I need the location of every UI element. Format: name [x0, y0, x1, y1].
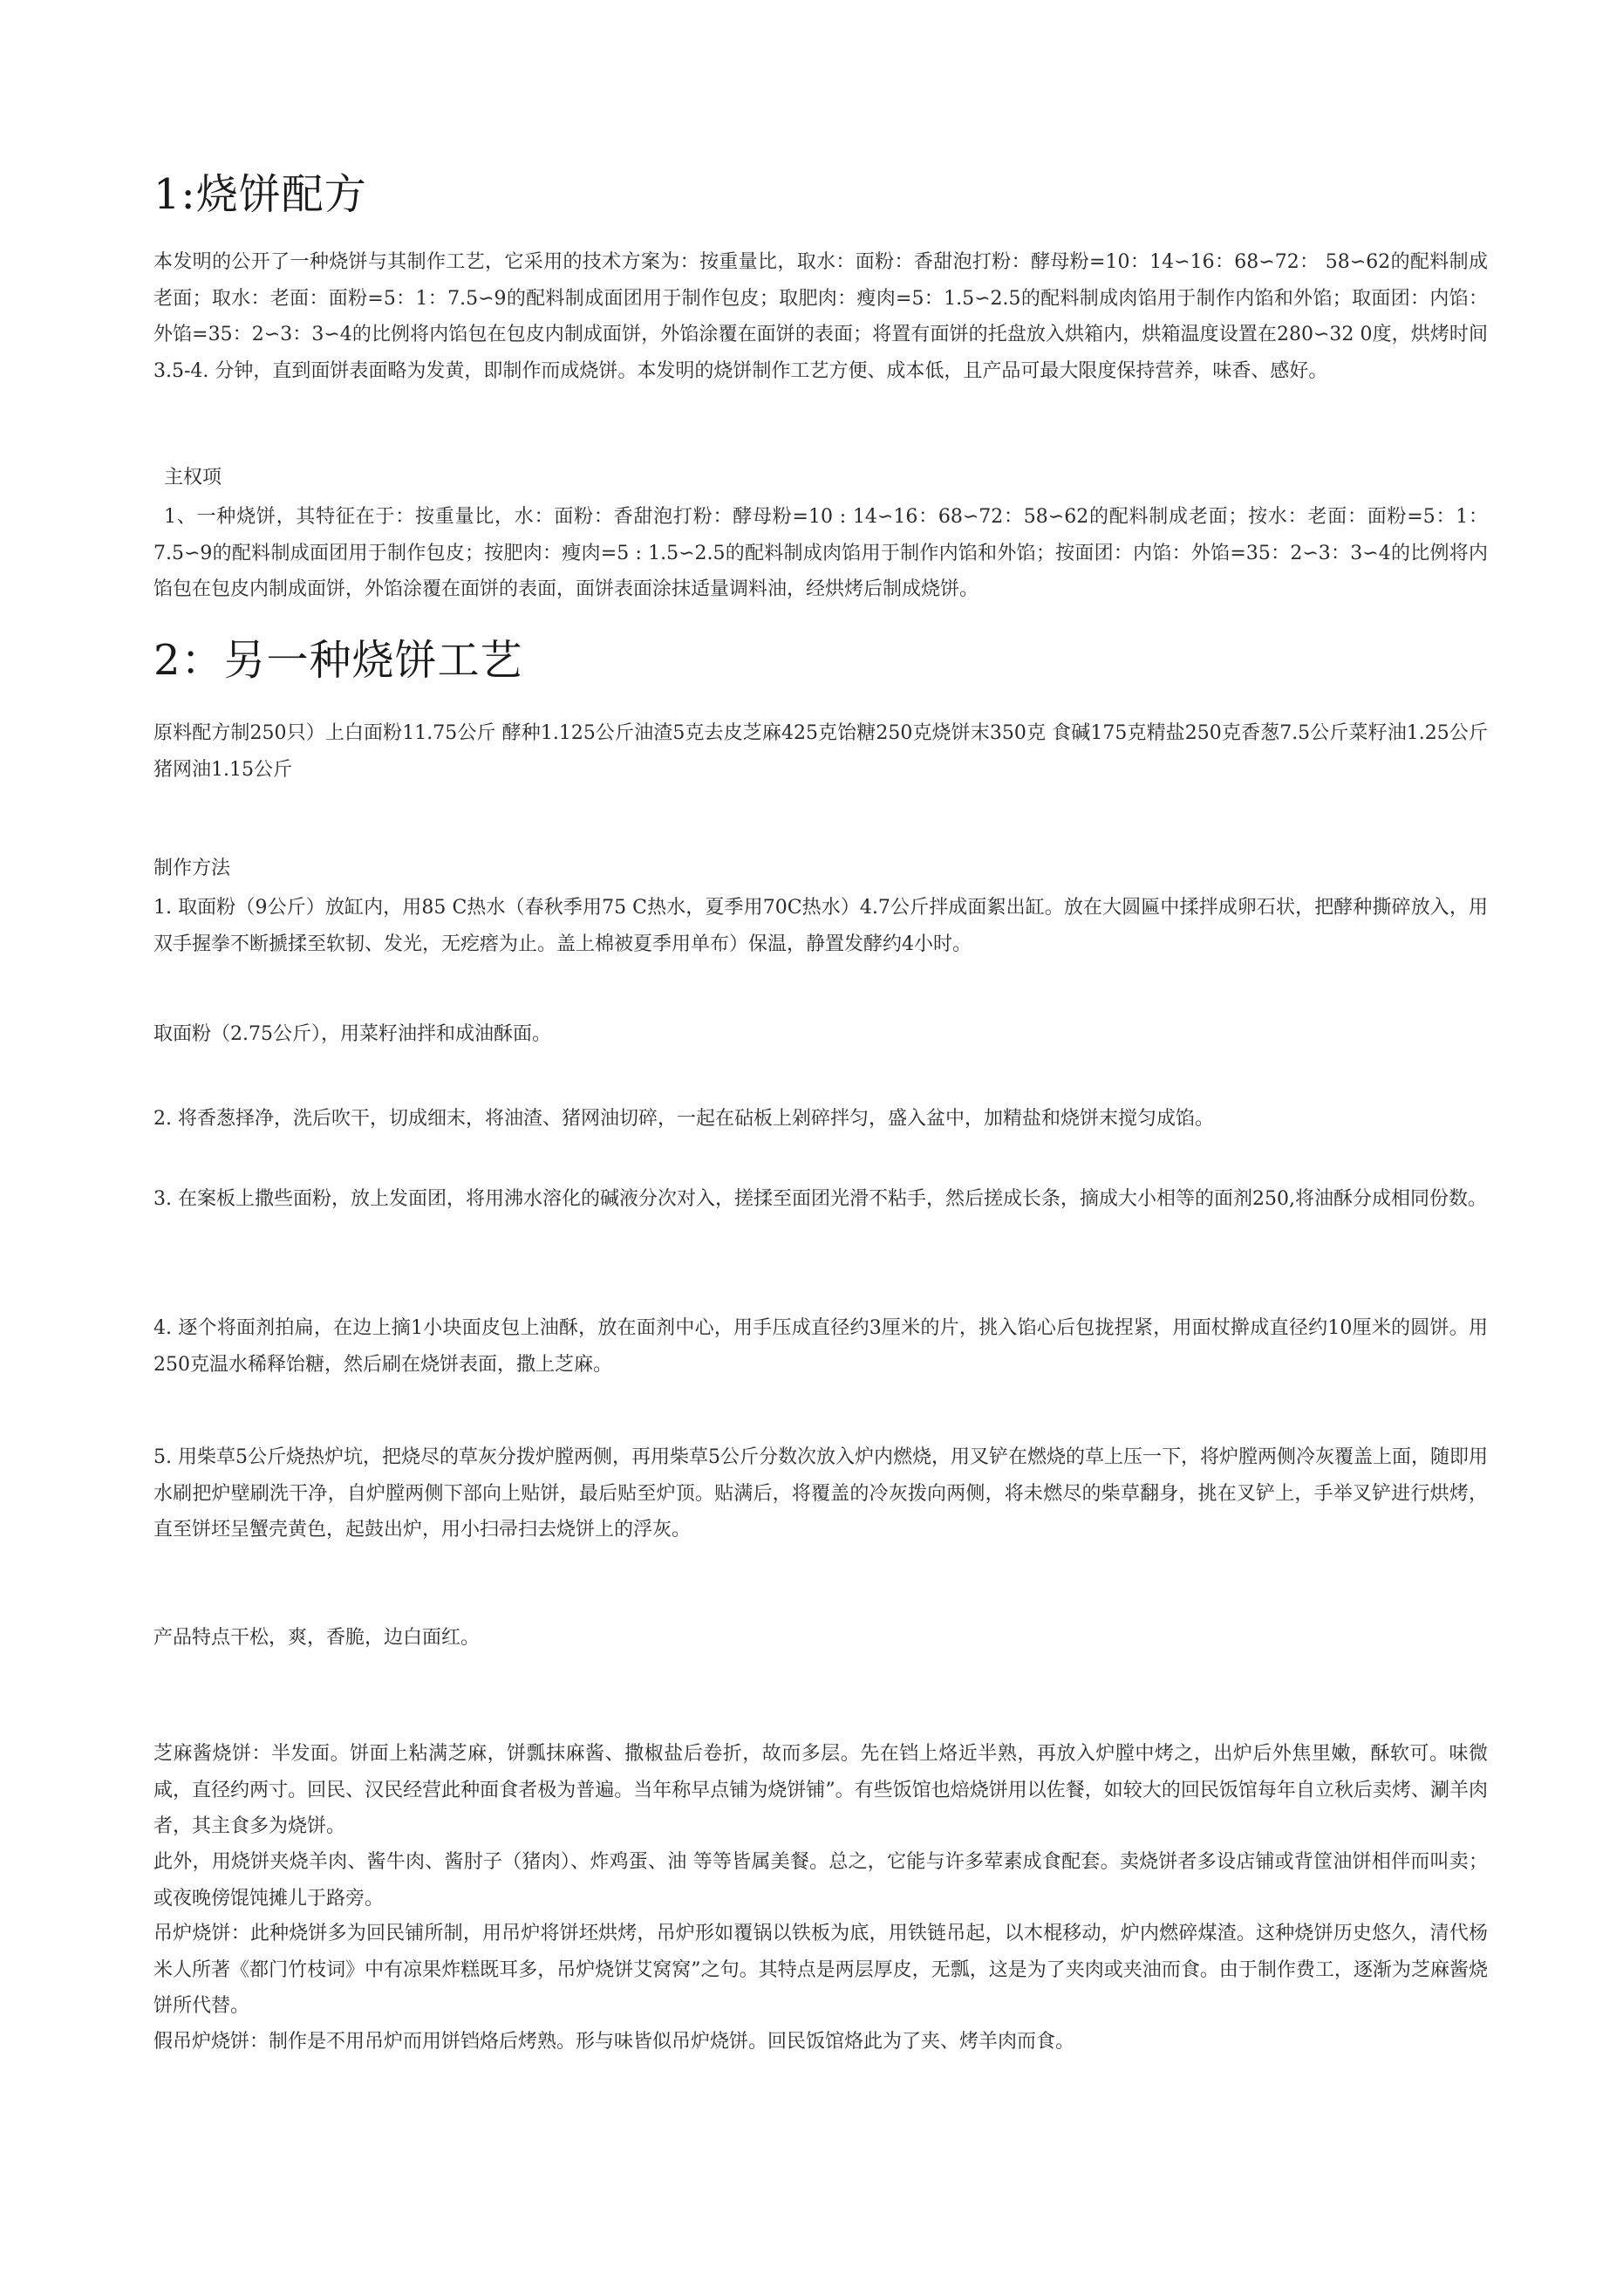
step-2: 2. 将香葱择净，洗后吹干，切成细末，将油渣、猪网油切碎，一起在砧板上剁碎拌匀，盛入盆中，加精盐和烧饼末搅匀成馅。 — [153, 1108, 1214, 1130]
fake-hanging-oven-paragraph: 假吊炉烧饼：制作是不用吊炉而用饼铛烙后烤熟。形与味皆似吊炉烧饼。回民饭馆烙此为了夹、烤羊肉而食。 — [153, 2031, 1075, 2053]
claim-1: 1、一种烧饼，其特征在于：按重量比，水：面粉：香甜泡打粉：酵母粉=10 : 14∽16：68∽72：58∽62的配料制成老面；按水：老面：面粉=5：1：7.5∽9的配料制成面团用于制作包皮；按肥肉：瘦肉=5 : 1.5∽2.5的配料制成肉馅用于制作内馅和外馅；按面团：内馅：外馅=35：2∽3：3∽4的比例将内馅包在包皮内制成面饼，外馅涂覆在面饼的表面，面饼表面涂抹适量调料油，经烘烤后制成烧饼。 — [153, 506, 1488, 600]
sesame-paste-paragraph: 芝麻酱烧饼：半发面。饼面上粘满芝麻，饼瓢抹麻酱、撒椒盐后卷折，故而多层。先在铛上烙近半熟，再放入炉膛中烤之，出炉后外焦里嫩，酥软可。味微咸，直径约两寸。回民、汉民经营此种面食者极为普遍。当年称早点铺为烧饼铺”。有些饭馆也焙烧饼用以佐餐，如较大的回民饭馆每年自立秋后卖烤、涮羊肉者，其主食多为烧饼。 — [153, 1743, 1488, 1837]
step-4: 4. 逐个将面剂拍扁，在边上摘1小块面皮包上油酥，放在面剂中心，用手压成直径约3厘米的片，挑入馅心后包拢捏紧，用面杖擀成直径约10厘米的圆饼。用250克温水稀释饴糖，然后刷在烧饼表面，撒上芝麻。 — [153, 1317, 1488, 1376]
section2-title: 2：另一种烧饼工艺 — [153, 636, 523, 685]
step-1b: 取面粉（2.75公斤），用菜籽油拌和成油酥面。 — [153, 1023, 551, 1045]
step-3: 3. 在案板上撒些面粉，放上发面团，将用沸水溶化的碱液分次对入，搓揉至面团光滑不粘手，然后搓成长条，摘成大小相等的面剂250,将油酥分成相同份数。 — [153, 1188, 1487, 1210]
hanging-oven-paragraph: 吊炉烧饼：此种烧饼多为回民铺所制，用吊炉将饼坯烘烤，吊炉形如覆锅以铁板为底，用铁链吊起，以木棍移动，炉内燃碎煤渣。这种烧饼历史悠久，清代杨米人所著《都门竹枝词》中有凉果炸糕既耳多，吊炉烧饼艾窝窝”之句。其特点是两层厚皮，无瓢，这是为了夹肉或夹油而食。由于制作费工，逐渐为芝麻酱烧饼所代替。 — [153, 1923, 1488, 2017]
claims-label: 主权项 — [164, 467, 222, 489]
section1-title: 1:烧饼配方 — [153, 170, 367, 219]
step-5: 5. 用柴草5公斤烧热炉坑，把烧尽的草灰分拨炉膛两侧，再用柴草5公斤分数次放入炉内燃烧，用叉铲在燃烧的草上压一下，将炉膛两侧冷灰覆盖上面，随即用水刷把炉壁刷洗干净，自炉膛两侧下部向上贴饼，最后贴至炉顶。贴满后，将覆盖的冷灰拨向两侧，将未燃尽的柴草翻身，挑在叉铲上，手举叉铲进行烘烤，直至饼坯呈蟹壳黄色，起鼓出炉，用小扫帚扫去烧饼上的浮灰。 — [153, 1446, 1488, 1541]
method-label: 制作方法 — [153, 858, 231, 879]
accompaniments-paragraph: 此外，用烧饼夹烧羊肉、酱牛肉、酱肘子（猪肉）、炸鸡蛋、油 等等皆属美餐。总之，它能与许多荤素成食配套。卖烧饼者多设店铺或背筐油饼相伴而叫卖；或夜晚傍馄饨摊儿于路旁。 — [153, 1851, 1488, 1910]
product-features: 产品特点干松，爽，香脆，边白面红。 — [153, 1627, 481, 1649]
step-1: 1. 取面粉（9公斤）放缸内，用85 C热水（春秋季用75 C热水，夏季用70C热水）4.7公斤拌成面絮出缸。放在大圆匾中揉拌成卵石状，把酵种撕碎放入，用双手握拳不断搋揉至软韧、发光，无疙瘩为止。盖上棉被夏季用单布）保温，静置发酵约4小时。 — [153, 897, 1488, 955]
ingredients: 原料配方制250只）上白面粉11.75公斤 酵种1.125公斤油渣5克去皮芝麻425克饴糖250克烧饼末350克 食碱175克精盐250克香葱7.5公斤菜籽油1.25公斤猪网油1.15公斤 — [153, 722, 1488, 781]
section1-abstract: 本发明的公开了一种烧饼与其制作工艺，它采用的技术方案为：按重量比，取水：面粉：香甜泡打粉：酵母粉=10：14∽16：68∽72： 58∽62的配料制成老面；取水：老面：面粉=5：1：7.5∽9的配料制成面团用于制作包皮；取肥肉：瘦肉=5：1.5∽2.5的配料制成肉馅用于制作内馅和外馅；取面团：内馅：外馅=35：2∽3：3∽4的比例将内馅包在包皮内制成面饼，外馅涂覆在面饼的表面；将置有面饼的托盘放入烘箱内，烘箱温度设置在280∽32 0度，烘烤时间3.5-4. 分钟，直到面饼表面略为发黄，即制作而成烧饼。本发明的烧饼制作工艺方便、成本低，且产品可最大限度保持营养，味香、感好。 — [153, 251, 1488, 382]
